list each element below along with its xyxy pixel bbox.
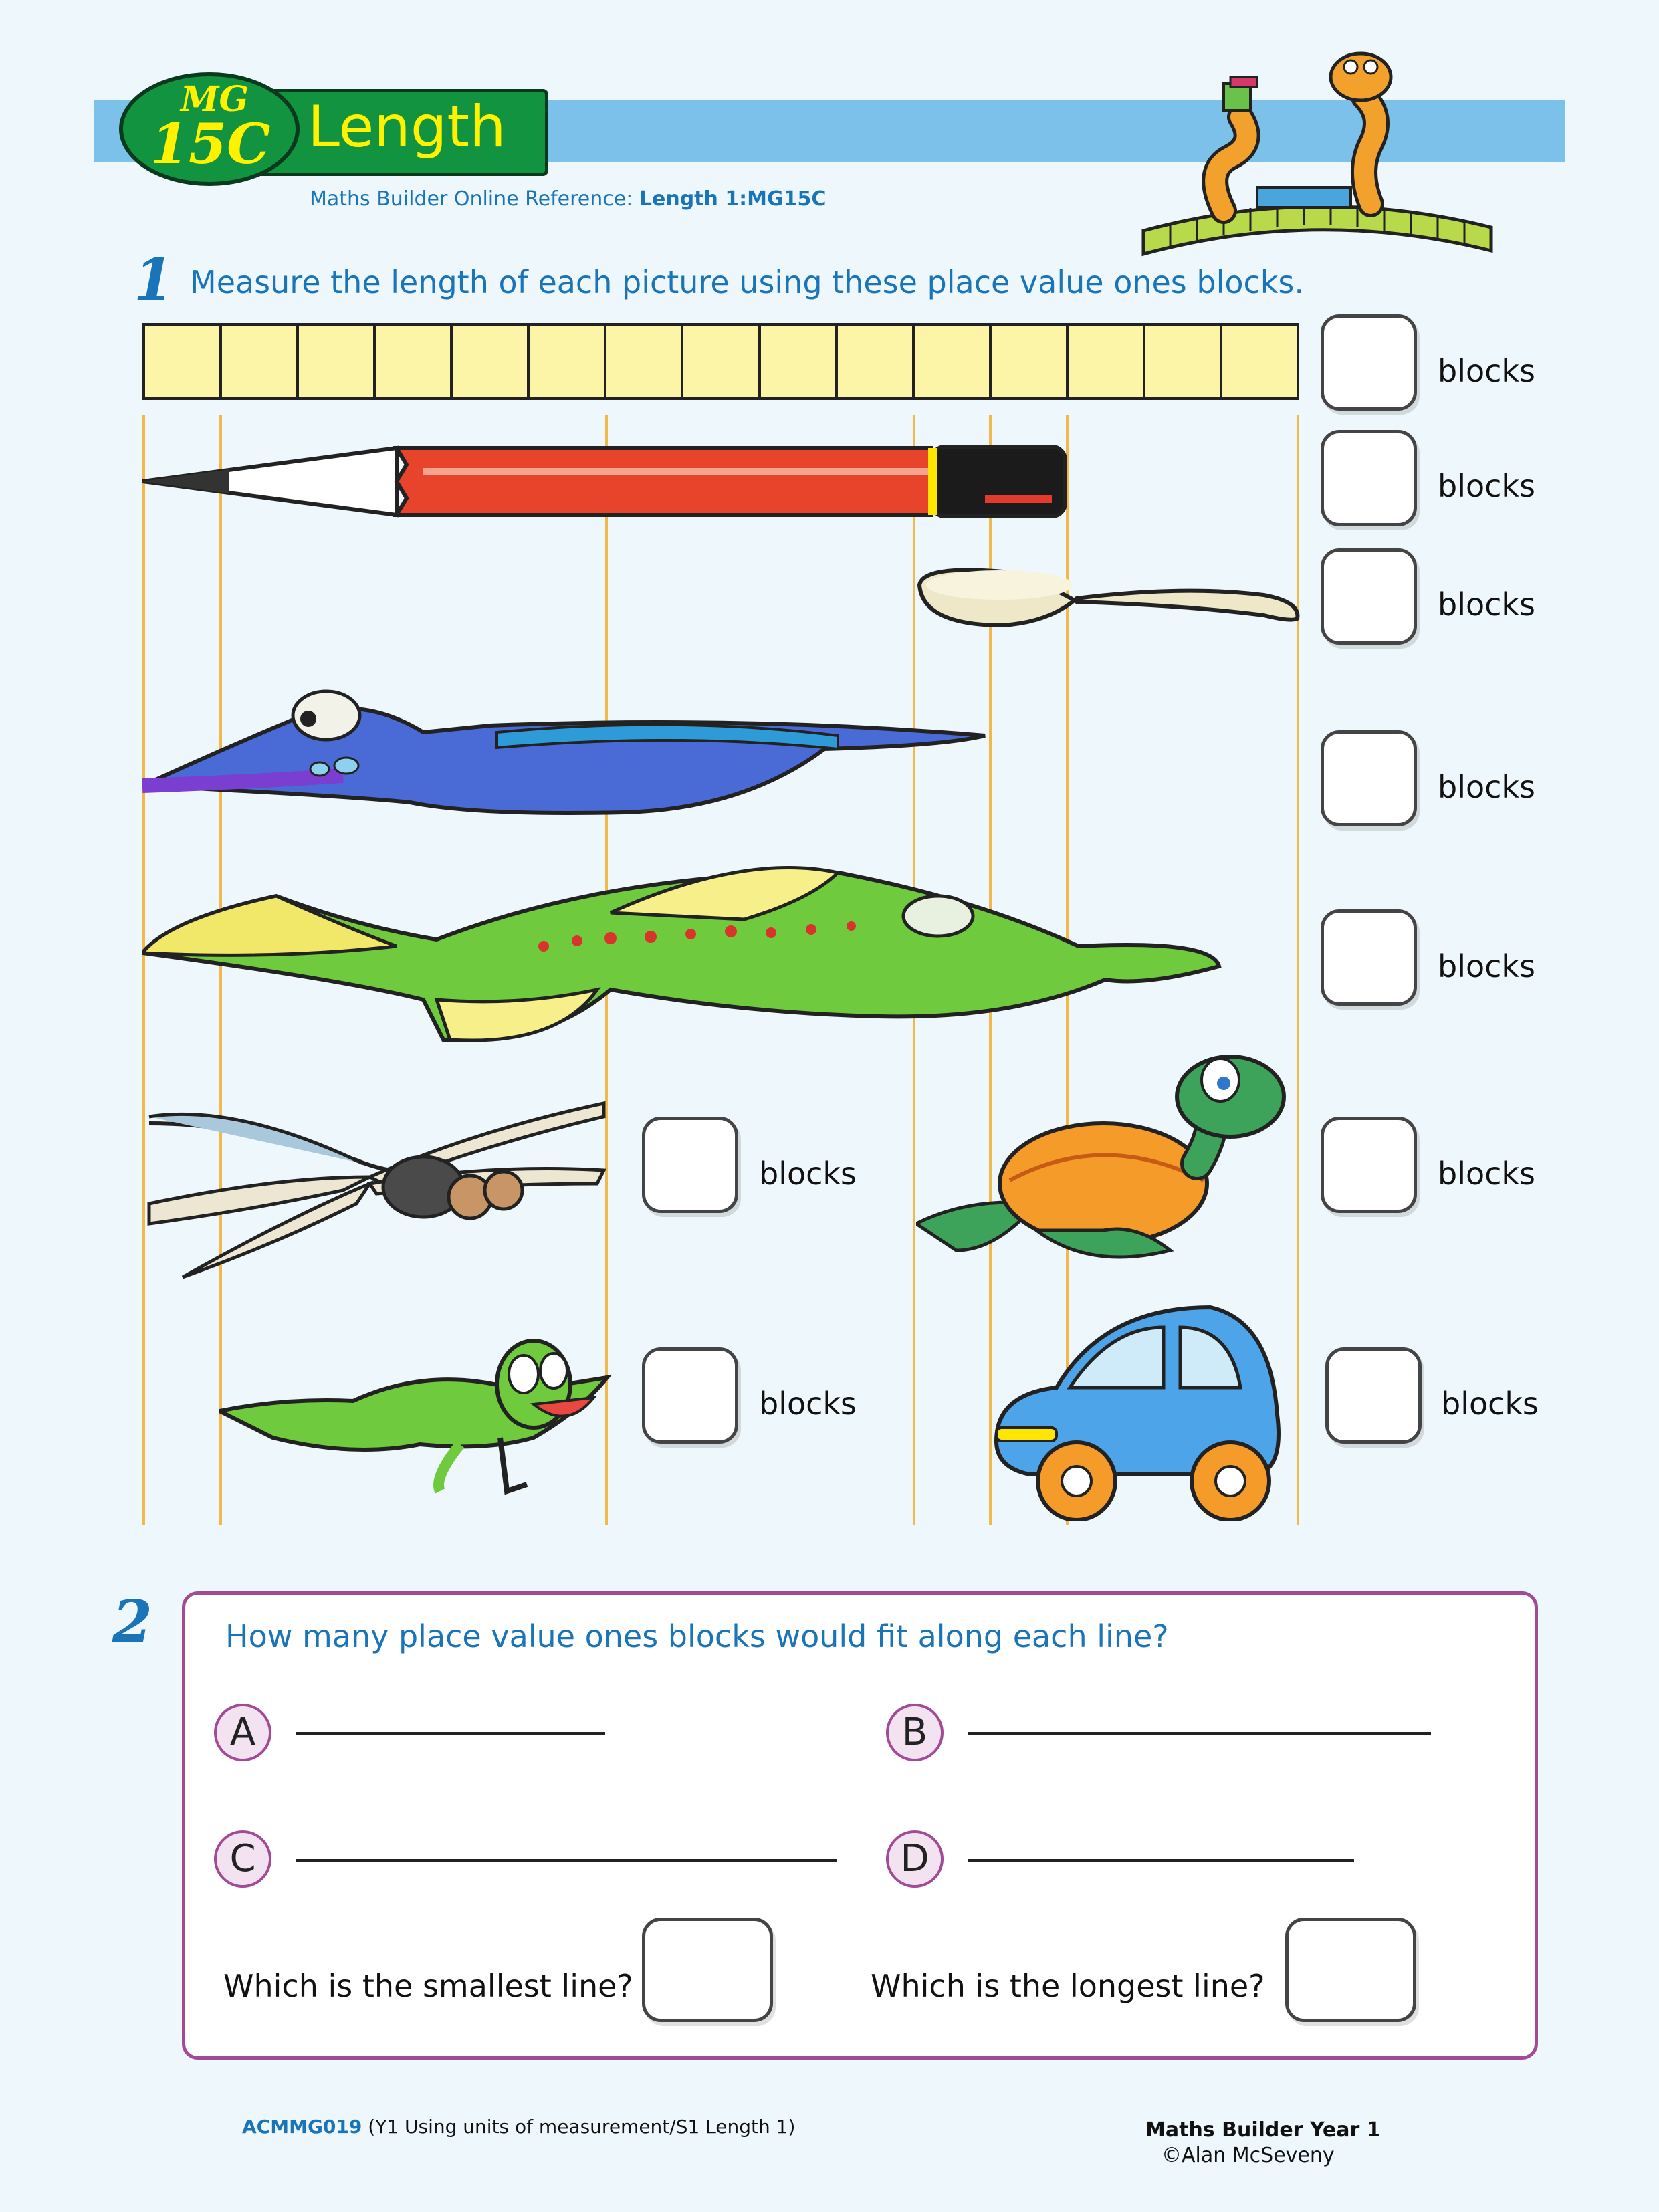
ones-block: [1145, 326, 1222, 397]
frog-answer-box[interactable]: [642, 1347, 738, 1444]
ones-block: [453, 326, 530, 397]
blocks-label: blocks: [1441, 1386, 1539, 1422]
fish-icon: [142, 846, 1226, 1060]
dragonfly-answer-box[interactable]: [642, 1117, 738, 1213]
car-icon: [990, 1294, 1297, 1521]
question-2-instruction: How many place value ones blocks would fit along each line?: [225, 1618, 1169, 1654]
ones-block: [530, 326, 606, 397]
fish-answer-box[interactable]: [1321, 909, 1417, 1006]
reference-label: Maths Builder Online Reference:: [310, 187, 633, 211]
blocks-label: blocks: [759, 1155, 857, 1192]
line-b: [968, 1732, 1431, 1735]
ones-blocks-answer-box[interactable]: [1321, 314, 1417, 411]
reference-value: Length 1:MG15C: [639, 187, 826, 211]
curriculum-code: [242, 2116, 795, 2138]
ones-block: [683, 326, 760, 397]
longest-line-answer-box[interactable]: [1285, 1918, 1416, 2022]
blocks-label: blocks: [1438, 1155, 1536, 1192]
smallest-line-prompt: Which is the smallest line?: [223, 1968, 633, 2004]
ones-block: [838, 326, 915, 397]
blocks-label: blocks: [1438, 353, 1536, 389]
copyright: ©Alan McSeveny: [1162, 2144, 1335, 2167]
ones-block: [992, 326, 1069, 397]
swordfish-icon: [142, 669, 992, 822]
ones-block: [299, 326, 376, 397]
ones-block: [761, 326, 838, 397]
line-a-label: A: [214, 1704, 271, 1761]
ones-block: [145, 326, 222, 397]
pencil-answer-box[interactable]: [1321, 430, 1417, 526]
spoon-icon: [916, 558, 1301, 632]
swordfish-answer-box[interactable]: [1321, 730, 1417, 826]
ones-block: [1069, 326, 1145, 397]
turtle-icon: [916, 1050, 1304, 1277]
blocks-label: blocks: [1438, 586, 1536, 623]
ones-block: [376, 326, 453, 397]
line-d: [968, 1859, 1354, 1862]
line-c-label: C: [214, 1830, 271, 1888]
smallest-line-answer-box[interactable]: [642, 1918, 773, 2022]
ones-blocks-ruler: [142, 323, 1299, 400]
curriculum-code-id: ACMMG019: [242, 2116, 362, 2138]
spoon-answer-box[interactable]: [1321, 548, 1417, 645]
car-answer-box[interactable]: [1325, 1347, 1422, 1444]
line-d-label: D: [886, 1830, 944, 1888]
ones-block: [606, 326, 683, 397]
worm-with-blocks-icon: [1130, 37, 1505, 264]
line-c: [296, 1859, 837, 1862]
pencil-icon: [142, 441, 1072, 522]
blocks-label: blocks: [1438, 769, 1536, 805]
online-reference: [310, 187, 826, 211]
line-b-label: B: [886, 1704, 944, 1761]
ones-block: [915, 326, 992, 397]
badge-code: 15C: [150, 112, 271, 177]
badge-prefix: MG: [181, 79, 249, 120]
longest-line-prompt: Which is the longest line?: [871, 1968, 1265, 2004]
line-a: [296, 1732, 605, 1735]
question-1-instruction: Measure the length of each picture using these place value ones blocks.: [190, 264, 1305, 300]
frog-icon: [219, 1324, 614, 1498]
ones-block: [222, 326, 299, 397]
blocks-label: blocks: [1438, 948, 1536, 984]
dragonfly-icon: [142, 1097, 611, 1297]
curriculum-code-desc: (Y1 Using units of measurement/S1 Length 1): [368, 2116, 796, 2138]
book-title: Maths Builder Year 1: [1145, 2118, 1381, 2142]
question-1-number: 1: [134, 246, 174, 314]
blocks-label: blocks: [759, 1386, 857, 1422]
ones-block: [1222, 326, 1297, 397]
page-title: Length: [308, 94, 506, 160]
question-2-number: 2: [112, 1588, 152, 1656]
blocks-label: blocks: [1438, 468, 1536, 504]
turtle-answer-box[interactable]: [1321, 1117, 1417, 1213]
